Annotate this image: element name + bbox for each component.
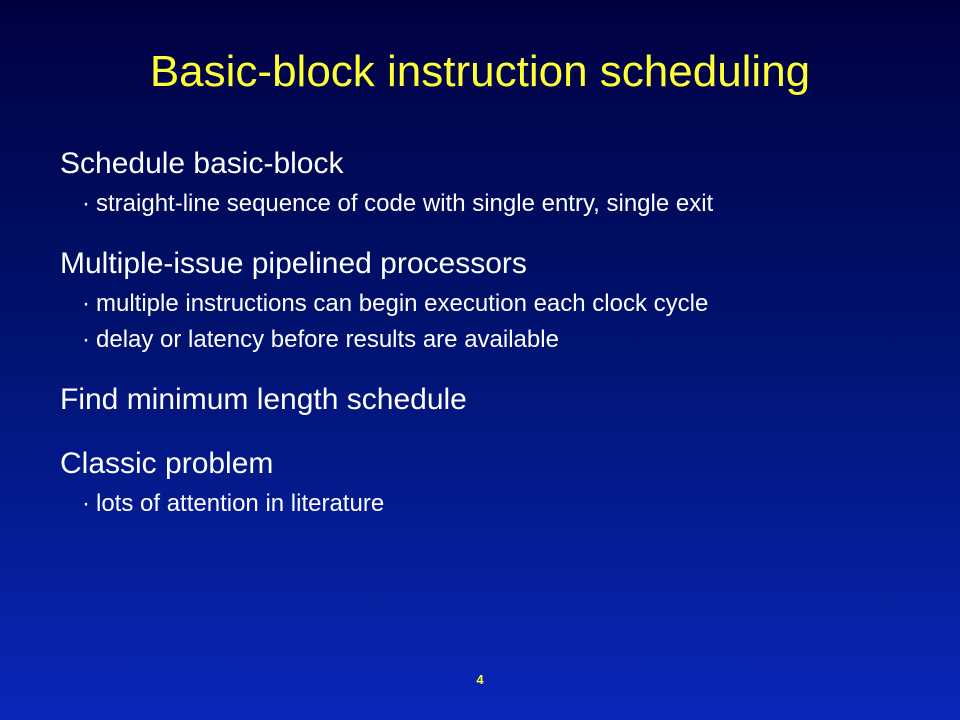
- sub-bullet-marker: ·: [82, 190, 90, 217]
- bullet-group: [60, 242, 940, 358]
- bullet-sub-text: straight-line sequence of code with single entry, single exit: [96, 190, 714, 217]
- bullet-main: Schedule basic-block: [60, 147, 344, 180]
- bullet-sub: [60, 322, 940, 358]
- page-number: 4: [476, 672, 484, 687]
- bullet-sub: [60, 286, 940, 322]
- bullet-group: [60, 142, 940, 222]
- bullet-sub-text: lots of attention in literature: [96, 490, 385, 517]
- bullet-sub-text: multiple instructions can begin execution each clock cycle: [96, 290, 709, 317]
- bullet-list: [60, 142, 940, 542]
- sub-bullet-marker: ·: [82, 490, 90, 517]
- bullet-group: [60, 378, 940, 422]
- bullet-sub-text: delay or latency before results are available: [96, 326, 559, 353]
- bullet-group: [60, 442, 940, 522]
- bullet-main: Multiple-issue pipelined processors: [60, 247, 527, 280]
- sub-bullet-marker: ·: [82, 326, 90, 353]
- sub-bullet-marker: ·: [82, 290, 90, 317]
- bullet-main: Classic problem: [60, 447, 274, 480]
- bullet-sub: [60, 486, 940, 522]
- bullet-sub: [60, 186, 940, 222]
- slide-title: Basic-block instruction scheduling: [149, 47, 811, 96]
- bullet-main: Find minimum length schedule: [60, 383, 467, 416]
